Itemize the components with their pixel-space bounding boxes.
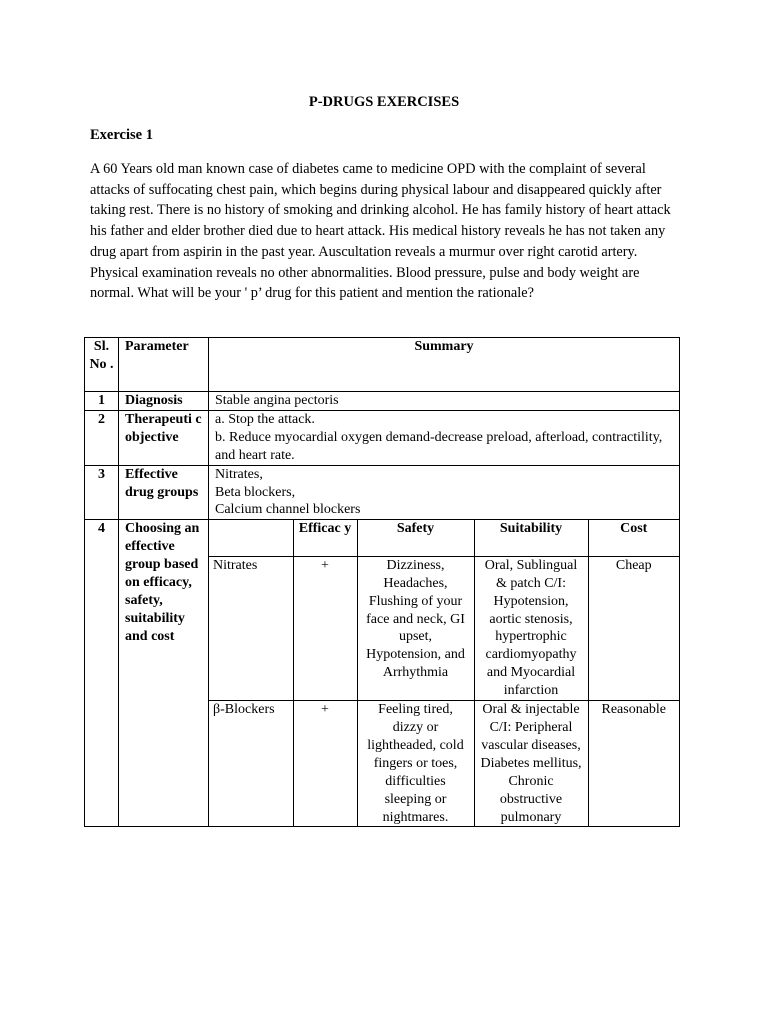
p-drug-table <box>84 337 680 827</box>
drug-suitability: Oral, Sublingual & patch C/I: Hypotension, aortic stenosis, hypertrophic cardiomyopathy and Myocardial infarction <box>474 556 588 700</box>
row-summary <box>209 465 680 520</box>
row-parameter: Choosing an effective group based on efficacy, safety, suitability and cost <box>119 520 209 827</box>
row-sl-no: 3 <box>85 465 119 520</box>
row-summary: Stable angina pectoris <box>209 392 680 411</box>
table-header-row <box>85 338 680 392</box>
comparison-cell <box>209 520 680 827</box>
summary-line: Calcium channel blockers <box>215 502 361 518</box>
drug-cost: Reasonable <box>588 701 679 827</box>
row-sl-no: 1 <box>85 392 119 411</box>
summary-line: a. Stop the attack. <box>215 411 315 427</box>
table-row <box>85 520 680 827</box>
comparison-row <box>209 701 679 827</box>
row-parameter: Therapeuti c objective <box>119 410 209 465</box>
header-parameter: Parameter <box>119 338 209 392</box>
row-sl-no: 4 <box>85 520 119 827</box>
drug-cost: Cheap <box>588 556 679 700</box>
drug-suitability: Oral & injectable C/I: Peripheral vascular diseases, Diabetes mellitus, Chronic obstructive pulmonary <box>474 701 588 827</box>
header-drug <box>209 520 293 556</box>
header-suitability: Suitability <box>474 520 588 556</box>
drug-efficacy: + <box>293 556 357 700</box>
row-sl-no: 2 <box>85 410 119 465</box>
row-summary <box>209 410 680 465</box>
header-safety: Safety <box>357 520 474 556</box>
header-efficacy: Efficac y <box>293 520 357 556</box>
comparison-row <box>209 556 679 700</box>
table-row <box>85 392 680 411</box>
summary-line: and heart rate. <box>215 447 295 463</box>
drug-efficacy: + <box>293 701 357 827</box>
header-cost: Cost <box>588 520 679 556</box>
row-parameter: Effective drug groups <box>119 465 209 520</box>
summary-line: b. Reduce myocardial oxygen demand-decrease preload, afterload, contractility, <box>215 429 663 445</box>
case-description: A 60 Years old man known case of diabetes came to medicine OPD with the complaint of several attacks of suffocating chest pain, which begins during physical labour and disappeared quickly after taking rest. There is no history of smoking and drinking alcohol. He has family history of heart attack his father and elder brother died due to heart attack. His medical history reveals he has not taken any drug apart from aspirin in the past year. Auscultation reveals a murmur over right carotid artery. Physical examination reveals no other abnormalities. Blood pressure, pulse and body weight are normal. What will be your ' p’ drug for this patient and mention the rationale? <box>90 161 671 302</box>
drug-comparison-table <box>209 520 679 826</box>
comparison-header-row <box>209 520 679 556</box>
header-sl-no: Sl. No . <box>85 338 119 392</box>
header-summary: Summary <box>209 338 680 392</box>
summary-line: Beta blockers, <box>215 484 296 500</box>
drug-name: Nitrates <box>209 556 293 700</box>
drug-safety: Dizziness, Headaches, Flushing of your face and neck, GI upset, Hypotension, and Arrhythmia <box>357 556 474 700</box>
exercise-heading: Exercise 1 <box>90 127 153 143</box>
row-parameter: Diagnosis <box>119 392 209 411</box>
page-title: P-DRUGS EXERCISES <box>308 94 460 110</box>
table-row <box>85 410 680 465</box>
table-row <box>85 465 680 520</box>
drug-safety: Feeling tired, dizzy or lightheaded, cold fingers or toes, difficulties sleeping or nightmares. <box>357 701 474 827</box>
summary-line: Nitrates, <box>215 466 263 482</box>
drug-name: β-Blockers <box>209 701 293 827</box>
